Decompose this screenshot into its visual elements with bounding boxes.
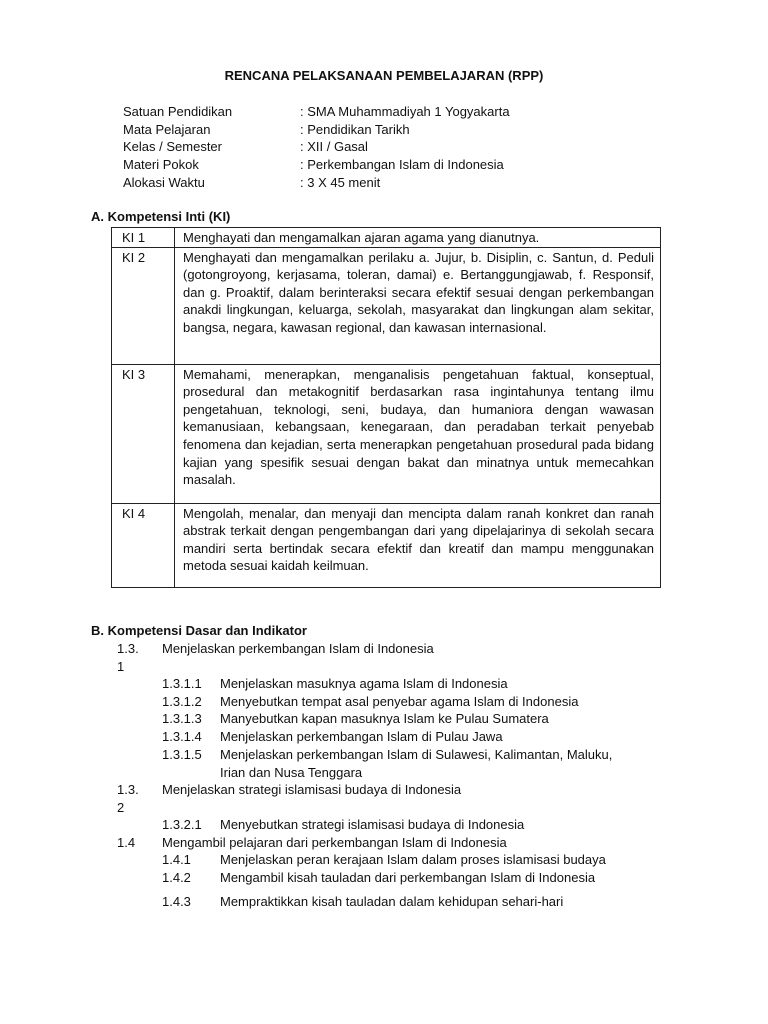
ki-code: KI 2	[112, 247, 175, 364]
indicator-text: Menjelaskan perkembangan Islam di Sulawesi, Kalimantan, Maluku,	[220, 747, 613, 762]
indicator-text: Menjelaskan peran kerajaan Islam dalam proses islamisasi budaya	[220, 852, 606, 867]
indicator-number: 1.4.3	[162, 894, 191, 909]
identity-value-satuan: : SMA Muhammadiyah 1 Yogyakarta	[300, 104, 510, 119]
indicator-text: Menyebutkan tempat asal penyebar agama Islam di Indonesia	[220, 694, 579, 709]
indicator-text: Mempraktikkan kisah tauladan dalam kehidupan sehari-hari	[220, 894, 564, 909]
kd-text: Menjelaskan perkembangan Islam di Indonesia	[162, 641, 434, 656]
table-row	[112, 364, 661, 503]
kd-number: 1.3.	[117, 782, 139, 797]
indicator-text-continued: Irian dan Nusa Tenggara	[220, 765, 363, 780]
indicator-number: 1.3.1.2	[162, 694, 202, 709]
indicator-number: 1.3.1.1	[162, 676, 202, 691]
table-row	[112, 503, 661, 587]
table-row	[112, 247, 661, 364]
ki-code: KI 3	[112, 364, 175, 503]
indicator-text: Menjelaskan masuknya agama Islam di Indonesia	[220, 676, 508, 691]
kd-number-wrap: 1	[117, 659, 125, 674]
ki-text: Menghayati dan mengamalkan ajaran agama yang dianutnya.	[175, 228, 661, 248]
kd-text: Mengambil pelajaran dari perkembangan Islam di Indonesia	[162, 835, 507, 850]
indicator-number: 1.3.1.5	[162, 747, 202, 762]
ki-code: KI 4	[112, 503, 175, 587]
ki-code: KI 1	[112, 228, 175, 248]
indicator-text: Menyebutkan strategi islamisasi budaya di Indonesia	[220, 817, 525, 832]
kd-number: 1.4	[117, 835, 136, 850]
identity-label-kelas: Kelas / Semester	[123, 139, 222, 154]
section-b-heading: B. Kompetensi Dasar dan Indikator	[91, 623, 307, 638]
identity-value-alokasi: : 3 X 45 menit	[300, 175, 381, 190]
indicator-number: 1.4.1	[162, 852, 191, 867]
kd-number: 1.3.	[117, 641, 139, 656]
ki-text: Menghayati dan mengamalkan perilaku a. Jujur, b. Disiplin, c. Santun, d. Peduli (gotongroyong, kerjasama, toleran, damai) e. Bertanggungjawab, f. Responsif, dan g. Proaktif, dalam berinteraksi secara efektif sesuai dengan perkembangan anakdi lingkungan, keluarga, sekolah, masyarakat dan lingkungan alam sekitar, bangsa, negara, kawasan regional, dan kawasan internasional.	[175, 247, 661, 364]
identity-label-materi: Materi Pokok	[123, 157, 199, 172]
page-title: RENCANA PELAKSANAAN PEMBELAJARAN (RPP)	[224, 68, 544, 83]
indicator-text: Mengambil kisah tauladan dari perkembangan Islam di Indonesia	[220, 870, 596, 885]
indicator-text: Menjelaskan perkembangan Islam di Pulau Jawa	[220, 729, 503, 744]
identity-label-alokasi: Alokasi Waktu	[123, 175, 205, 190]
identity-label-mapel: Mata Pelajaran	[123, 122, 211, 137]
kd-text: Menjelaskan strategi islamisasi budaya di Indonesia	[162, 782, 462, 797]
section-a-heading: A. Kompetensi Inti (KI)	[91, 209, 231, 224]
indicator-number: 1.4.2	[162, 870, 191, 885]
ki-table	[111, 227, 661, 588]
ki-text: Mengolah, menalar, dan menyaji dan mencipta dalam ranah konkret dan ranah abstrak terkait dengan pengembangan dari yang dipelajarinya di sekolah secara mandiri serta bertindak secara efektif dan kreatif dan mampu menggunakan metoda sesuai kaidah keilmuan.	[175, 503, 661, 587]
indicator-number: 1.3.1.4	[162, 729, 202, 744]
table-row	[112, 228, 661, 248]
indicator-number: 1.3.1.3	[162, 711, 202, 726]
indicator-text: Manyebutkan kapan masuknya Islam ke Pulau Sumatera	[220, 711, 549, 726]
identity-value-kelas: : XII / Gasal	[300, 139, 368, 154]
indicator-number: 1.3.2.1	[162, 817, 202, 832]
identity-value-mapel: : Pendidikan Tarikh	[300, 122, 410, 137]
ki-text: Memahami, menerapkan, menganalisis pengetahuan faktual, konseptual, prosedural dan metakognitif berdasarkan rasa ingintahunya tentang ilmu pengetahuan, teknologi, seni, budaya, dan humaniora dengan wawasan kemanusiaan, kebangsaan, kenegaraan, dan peradaban terkait penyebab fenomena dan kejadian, serta menerapkan pengetahuan prosedural pada bidang kajian yang spesifik sesuai dengan bakat dan minatnya untuk memecahkan masalah.	[175, 364, 661, 503]
kd-number-wrap: 2	[117, 800, 125, 815]
identity-value-materi: : Perkembangan Islam di Indonesia	[300, 157, 504, 172]
identity-label-satuan: Satuan Pendidikan	[123, 104, 233, 119]
